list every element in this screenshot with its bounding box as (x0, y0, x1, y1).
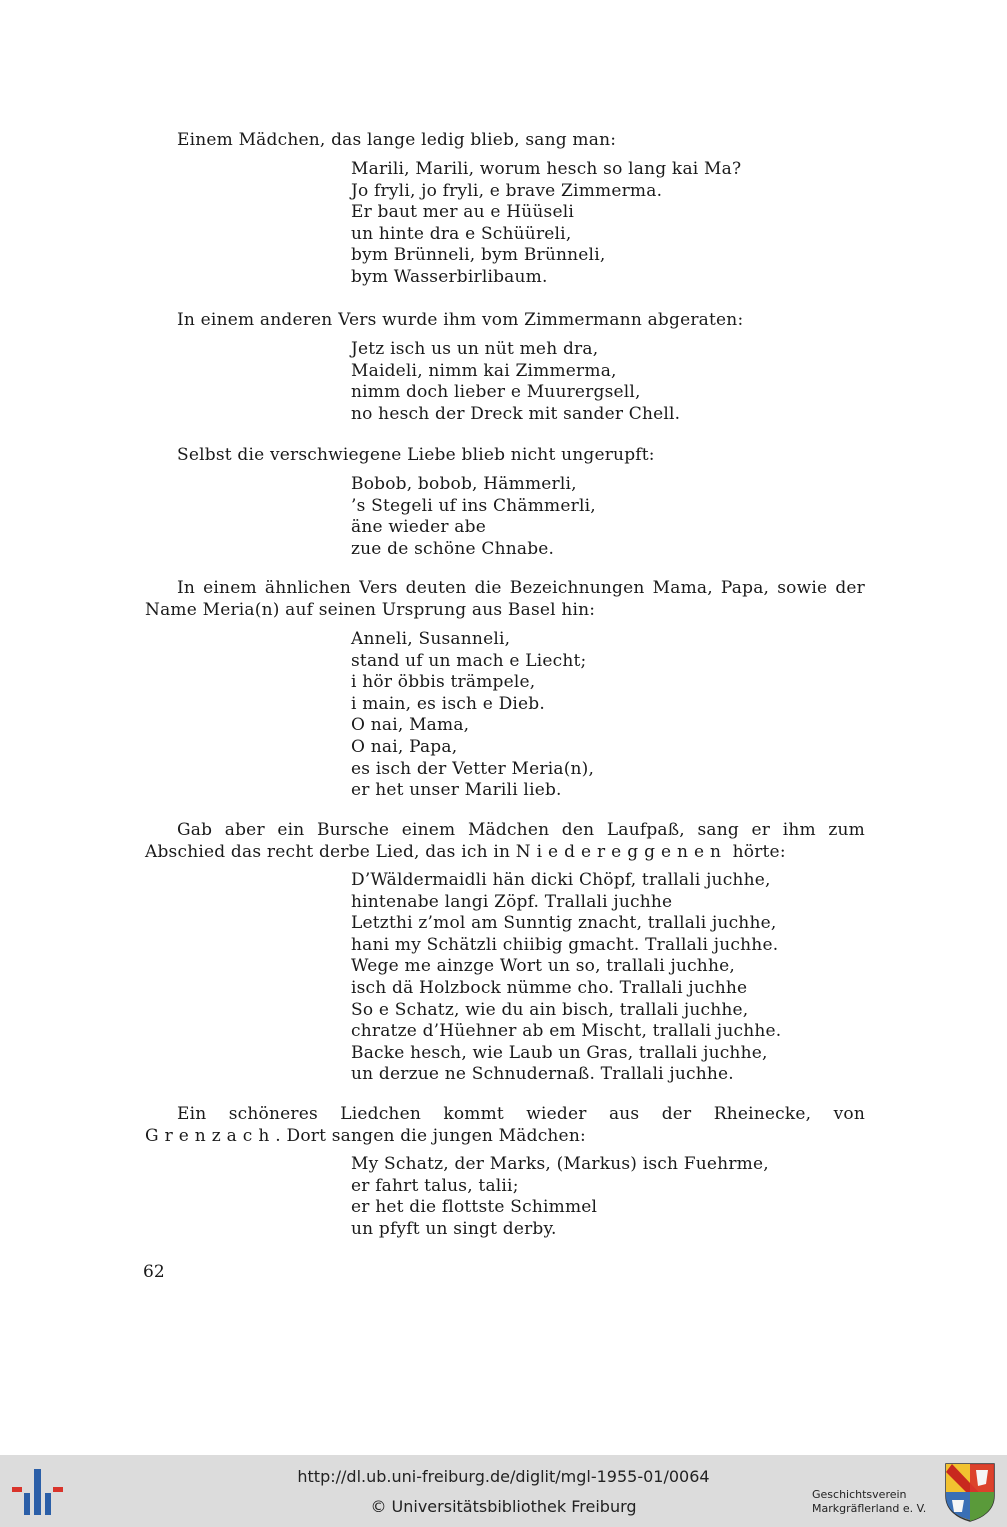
verse-line: isch dä Holzbock nümme cho. Trallali juchhe (351, 977, 748, 998)
verse-line: ’s Stegeli uf ins Chämmerli, (351, 495, 596, 516)
place-name-niedereggenen: Niedereggenen (515, 842, 728, 862)
verse-line: i main, es isch e Dieb. (351, 693, 545, 714)
verse-line: Backe hesch, wie Laub un Gras, trallali juchhe, (351, 1042, 768, 1063)
verse-line: Letzthi z’mol am Sunntig znacht, trallali juchhe, (351, 913, 777, 934)
verse-line: äne wieder abe (351, 517, 486, 538)
verse-line: O nai, Papa, (351, 736, 458, 757)
paragraph-1: Einem Mädchen, das lange ledig blieb, sang man: (177, 130, 617, 150)
verse-line: Jo fryli, jo fryli, e brave Zimmerma. (351, 180, 663, 201)
verse-line: un hinte dra e Schüüreli, (351, 223, 572, 244)
verse-4 (351, 629, 871, 802)
verse-line: Marili, Marili, worum hesch so lang kai Ma? (351, 159, 742, 179)
verse-line: nimm doch lieber e Muurergsell, (351, 382, 641, 403)
verse-line: bym Brünneli, bym Brünneli, (351, 245, 606, 266)
verse-line: er het unser Marili lieb. (351, 780, 562, 801)
verse-line: My Schatz, der Marks, (Markus) isch Fuehrme, (351, 1154, 769, 1174)
verse-line: D’Wäldermaidli hän dicki Chöpf, trallali juchhe, (351, 870, 771, 890)
verse-line: Er baut mer au e Hüüseli (351, 202, 574, 223)
verse-line: Wege me ainzge Wort un so, trallali juchhe, (351, 956, 735, 977)
verse-line: bym Wasserbirlibaum. (351, 266, 548, 287)
verse-line: un pfyft un singt derby. (351, 1218, 557, 1239)
paragraph-5: Gab aber ein Bursche einem Mädchen den Laufpaß, sang er ihm zum Abschied das recht derbe Lied, das ich in Niedereggenen hörte: (145, 820, 865, 862)
verse-line: hintenabe langi Zöpf. Trallali juchhe (351, 891, 673, 912)
verse-line: Jetz isch us un nüt meh dra, (351, 339, 599, 359)
verse-line: Anneli, Susanneli, (351, 629, 511, 649)
verse-line: er fahrt talus, talii; (351, 1175, 519, 1196)
verse-line: no hesch der Dreck mit sander Chell. (351, 403, 681, 424)
verse-2 (351, 339, 871, 425)
paragraph-6: Ein schöneres Liedchen kommt wieder aus der Rheinecke, von Grenzach. Dort sangen die jungen Mädchen: (145, 1104, 865, 1146)
verse-line: i hör öbbis trämpele, (351, 672, 536, 693)
verse-line: un derzue ne Schnudernaß. Trallali juchhe. (351, 1064, 734, 1085)
copyright-notice: © Universitätsbibliothek Freiburg (370, 1497, 637, 1516)
verse-6 (351, 1154, 871, 1240)
verse-line: stand uf un mach e Liecht; (351, 650, 587, 671)
verse-1 (351, 159, 871, 289)
paragraph-2: In einem anderen Vers wurde ihm vom Zimmermann abgeraten: (177, 310, 744, 330)
society-name: Geschichtsverein Markgräflerland e. V. (812, 1488, 927, 1515)
verse-line: So e Schatz, wie du ain bisch, trallali juchhe, (351, 999, 749, 1020)
viewer-footer (0, 1455, 1007, 1527)
verse-line: er het die flottste Schimmel (351, 1197, 598, 1218)
verse-line: es isch der Vetter Meria(n), (351, 758, 595, 779)
verse-line: Maideli, nimm kai Zimmerma, (351, 360, 617, 381)
verse-line: chratze d’Hüehner ab em Mischt, trallali juchhe. (351, 1021, 782, 1042)
verse-line: O nai, Mama, (351, 715, 470, 736)
verse-line: hani my Schätzli chiibig gmacht. Trallali juchhe. (351, 934, 779, 955)
coat-of-arms-icon (944, 1462, 996, 1522)
verse-line: zue de schöne Chnabe. (351, 538, 555, 559)
paragraph-3: Selbst die verschwiegene Liebe blieb nicht ungerupft: (177, 445, 655, 465)
permalink-url[interactable]: http://dl.ub.uni-freiburg.de/diglit/mgl-1955-01/0064 (297, 1467, 710, 1486)
verse-line: Bobob, bobob, Hämmerli, (351, 474, 577, 494)
verse-5 (351, 870, 871, 1086)
page-number: 62 (143, 1262, 165, 1282)
place-name-grenzach: Grenzach (145, 1126, 276, 1146)
paragraph-4: In einem ähnlichen Vers deuten die Bezeichnungen Mama, Papa, sowie der Name Meria(n) auf seinen Ursprung aus Basel hin: (145, 578, 865, 620)
verse-3 (351, 474, 871, 560)
